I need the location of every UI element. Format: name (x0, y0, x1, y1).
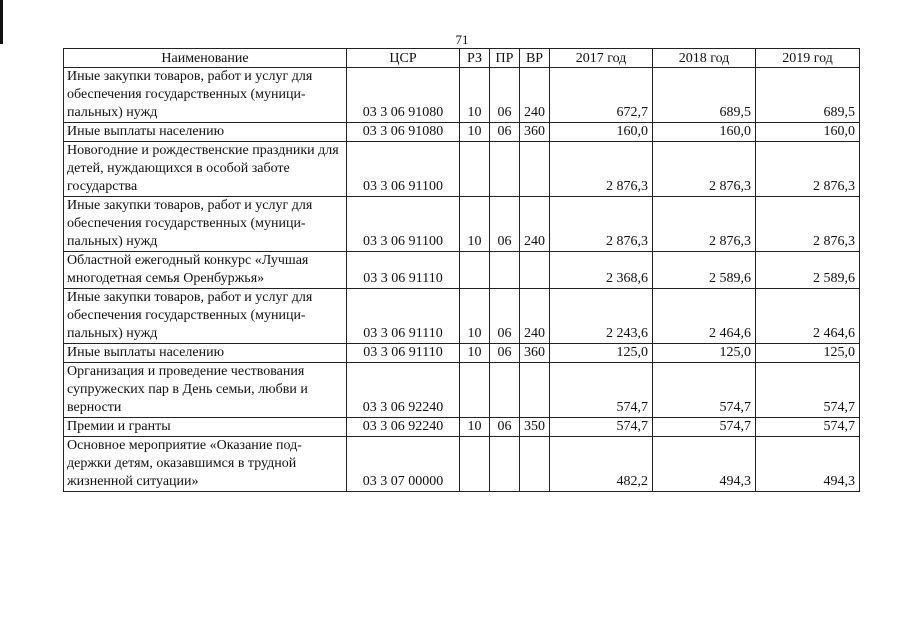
row-2018: 574,7 (653, 363, 756, 418)
row-name: Иные выплаты населению (64, 344, 347, 363)
row-2017: 2 368,6 (550, 252, 653, 289)
row-rz (460, 142, 490, 197)
row-vr (520, 142, 550, 197)
row-pr: 06 (490, 197, 520, 252)
header-rz: РЗ (460, 49, 490, 68)
row-2018: 2 589,6 (653, 252, 756, 289)
row-name: Областной ежегодный конкурс «Лучшая многодетная семья Оренбуржья» (64, 252, 347, 289)
row-rz: 10 (460, 197, 490, 252)
row-vr: 360 (520, 123, 550, 142)
row-rz (460, 252, 490, 289)
row-2018: 2 876,3 (653, 142, 756, 197)
row-name: Иные выплаты населению (64, 123, 347, 142)
row-2017: 2 876,3 (550, 197, 653, 252)
row-vr: 360 (520, 344, 550, 363)
table-row (64, 289, 860, 344)
row-pr: 06 (490, 289, 520, 344)
row-2019: 494,3 (756, 437, 860, 492)
row-csr: 03 3 06 92240 (347, 418, 460, 437)
row-vr (520, 363, 550, 418)
row-2018: 2 876,3 (653, 197, 756, 252)
row-vr (520, 252, 550, 289)
row-name: Основное мероприятие «Оказание под-держки детям, оказавшимся в трудной жизненной ситуации» (64, 437, 347, 492)
budget-table (63, 48, 860, 492)
row-2019: 2 589,6 (756, 252, 860, 289)
row-2018: 2 464,6 (653, 289, 756, 344)
row-rz (460, 363, 490, 418)
row-2019: 2 464,6 (756, 289, 860, 344)
row-vr: 350 (520, 418, 550, 437)
row-2017: 2 876,3 (550, 142, 653, 197)
page-edge-mark (0, 0, 3, 44)
page-number: 71 (455, 32, 469, 47)
row-name: Новогодние и рождественские праздники для детей, нуждающихся в особой заботе государства (64, 142, 347, 197)
row-rz: 10 (460, 418, 490, 437)
row-name: Премии и гранты (64, 418, 347, 437)
row-name: Иные закупки товаров, работ и услуг для обеспечения государственных (муници-пальных) нужд (64, 289, 347, 344)
row-2019: 125,0 (756, 344, 860, 363)
header-name: Наименование (64, 49, 347, 68)
row-2019: 574,7 (756, 363, 860, 418)
row-csr: 03 3 07 00000 (347, 437, 460, 492)
table-row (64, 142, 860, 197)
row-rz: 10 (460, 289, 490, 344)
row-csr: 03 3 06 91100 (347, 197, 460, 252)
table-row (64, 418, 860, 437)
row-2019: 2 876,3 (756, 142, 860, 197)
row-csr: 03 3 06 91110 (347, 344, 460, 363)
header-pr: ПР (490, 49, 520, 68)
row-2017: 2 243,6 (550, 289, 653, 344)
table-row (64, 363, 860, 418)
row-2017: 574,7 (550, 363, 653, 418)
row-rz: 10 (460, 344, 490, 363)
header-csr: ЦСР (347, 49, 460, 68)
row-pr: 06 (490, 418, 520, 437)
row-2019: 160,0 (756, 123, 860, 142)
row-2017: 482,2 (550, 437, 653, 492)
row-csr: 03 3 06 91110 (347, 289, 460, 344)
header-2017: 2017 год (550, 49, 653, 68)
row-pr (490, 142, 520, 197)
row-2018: 160,0 (653, 123, 756, 142)
header-row (64, 49, 860, 68)
row-pr (490, 437, 520, 492)
row-csr: 03 3 06 92240 (347, 363, 460, 418)
row-2018: 125,0 (653, 344, 756, 363)
table-row (64, 437, 860, 492)
header-2018: 2018 год (653, 49, 756, 68)
row-2019: 2 876,3 (756, 197, 860, 252)
row-2017: 125,0 (550, 344, 653, 363)
table-row (64, 123, 860, 142)
row-rz (460, 437, 490, 492)
row-name: Организация и проведение чествования супружеских пар в День семьи, любви и верности (64, 363, 347, 418)
row-2017: 672,7 (550, 68, 653, 123)
row-name: Иные закупки товаров, работ и услуг для обеспечения государственных (муници-пальных) нужд (64, 68, 347, 123)
header-vr: ВР (520, 49, 550, 68)
row-csr: 03 3 06 91080 (347, 68, 460, 123)
row-csr: 03 3 06 91110 (347, 252, 460, 289)
row-name: Иные закупки товаров, работ и услуг для обеспечения государственных (муници-пальных) нужд (64, 197, 347, 252)
row-2018: 689,5 (653, 68, 756, 123)
table-row (64, 252, 860, 289)
table-row (64, 68, 860, 123)
row-2019: 689,5 (756, 68, 860, 123)
row-2017: 160,0 (550, 123, 653, 142)
row-pr: 06 (490, 68, 520, 123)
row-rz: 10 (460, 68, 490, 123)
table-row (64, 197, 860, 252)
row-2019: 574,7 (756, 418, 860, 437)
row-2018: 494,3 (653, 437, 756, 492)
row-csr: 03 3 06 91080 (347, 123, 460, 142)
row-2018: 574,7 (653, 418, 756, 437)
row-rz: 10 (460, 123, 490, 142)
row-vr (520, 437, 550, 492)
row-pr: 06 (490, 123, 520, 142)
row-vr: 240 (520, 289, 550, 344)
header-2019: 2019 год (756, 49, 860, 68)
row-pr (490, 252, 520, 289)
row-2017: 574,7 (550, 418, 653, 437)
table-row (64, 344, 860, 363)
row-vr: 240 (520, 68, 550, 123)
row-vr: 240 (520, 197, 550, 252)
row-pr (490, 363, 520, 418)
row-csr: 03 3 06 91100 (347, 142, 460, 197)
row-pr: 06 (490, 344, 520, 363)
